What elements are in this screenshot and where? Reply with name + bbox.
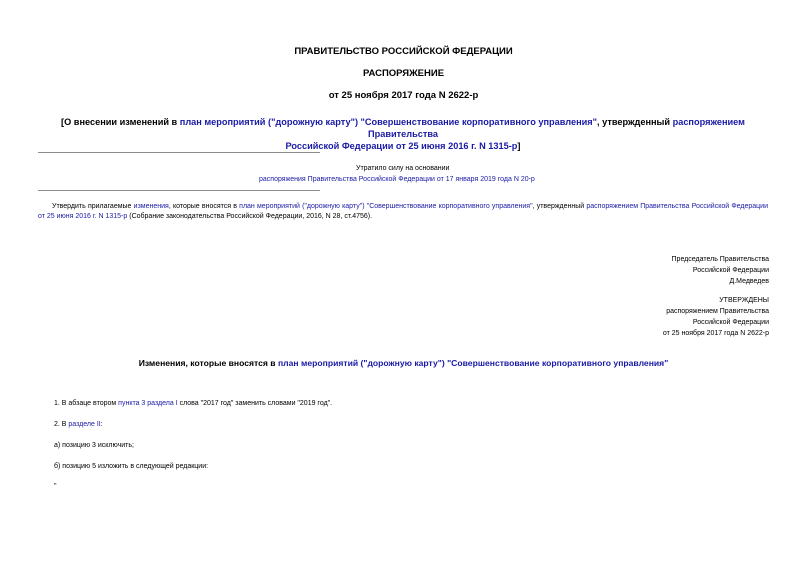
list-item xyxy=(54,420,103,430)
intro-paragraph xyxy=(38,202,768,222)
title-link-plan[interactable]: план мероприятий ("дорожную карту") "Совершенствование корпоративного управления" xyxy=(179,117,598,127)
item-link-section1[interactable]: раздела I xyxy=(147,400,178,407)
signature-block xyxy=(672,254,769,287)
intro-text: (Собрание законодательства Российской Федерации, 2016, N 28, ст.4756). xyxy=(127,213,373,220)
approval-line: Российской Федерации xyxy=(692,319,769,326)
government-heading: ПРАВИТЕЛЬСТВО РОССИЙСКОЙ ФЕДЕРАЦИИ xyxy=(294,46,513,57)
signature-position: Председатель Правительства xyxy=(671,256,769,263)
changes-title-text: Изменения, которые вносятся в xyxy=(138,358,278,368)
approval-line: от 25 ноября 2017 года N 2622-р xyxy=(662,330,769,337)
item-text: 1. В абзаце втором xyxy=(54,400,119,407)
list-item: б) позицию 5 изложить в следующей редакции: xyxy=(54,463,209,470)
intro-link-plan[interactable]: план мероприятий ("дорожную карту") "Совершенствование корпоративного управления" xyxy=(239,203,533,210)
item-text: 2. В xyxy=(54,421,69,428)
list-item xyxy=(54,399,332,409)
title-text: ] xyxy=(517,141,521,151)
approval-block xyxy=(663,295,769,339)
repeal-notice: Утратило силу на основании xyxy=(356,165,450,172)
intro-text: , которые вносятся в xyxy=(168,203,240,210)
intro-link-order[interactable]: распоряжением Правительства Российской Федерации от 25 июня 2016 г. N 1315-р xyxy=(38,203,768,220)
changes-title-link[interactable]: план мероприятий ("дорожную карту") "Совершенствование корпоративного управления" xyxy=(277,358,669,368)
divider-top xyxy=(38,152,320,153)
item-text: слова "2017 год" заменить словами "2019 год". xyxy=(177,400,333,407)
divider-bottom xyxy=(38,190,320,191)
intro-text: , утвержденный xyxy=(532,203,587,210)
title-link-order-cont[interactable]: Российской Федерации от 25 июня 2016 г. N 1315-р xyxy=(285,141,518,151)
approval-line: распоряжением Правительства xyxy=(666,308,769,315)
title-text: [О внесении изменений в xyxy=(61,117,180,127)
item-link-point3[interactable]: пункта 3 xyxy=(118,400,146,407)
title-link-order[interactable]: распоряжением Правительства xyxy=(368,117,745,139)
repeal-notice-link[interactable]: распоряжения Правительства Российской Федерации от 17 января 2019 года N 20-р xyxy=(259,176,535,183)
item-text: : xyxy=(100,421,103,428)
document-title xyxy=(36,116,770,152)
changes-title xyxy=(0,358,807,368)
signature-name: Д.Медведев xyxy=(729,278,769,285)
document-date-number: от 25 ноября 2017 года N 2622-р xyxy=(328,90,479,101)
title-text: , утвержденный xyxy=(597,117,673,127)
intro-link-changes[interactable]: изменения xyxy=(133,203,169,210)
item-link-section2[interactable]: разделе II xyxy=(68,421,101,428)
intro-text: Утвердить прилагаемые xyxy=(52,203,134,210)
quote-mark: " xyxy=(54,483,57,490)
list-item: а) позицию 3 исключить; xyxy=(54,442,134,449)
signature-country: Российской Федерации xyxy=(692,267,769,274)
approval-heading: УТВЕРЖДЕНЫ xyxy=(719,297,769,304)
document-type: РАСПОРЯЖЕНИЕ xyxy=(362,68,445,79)
